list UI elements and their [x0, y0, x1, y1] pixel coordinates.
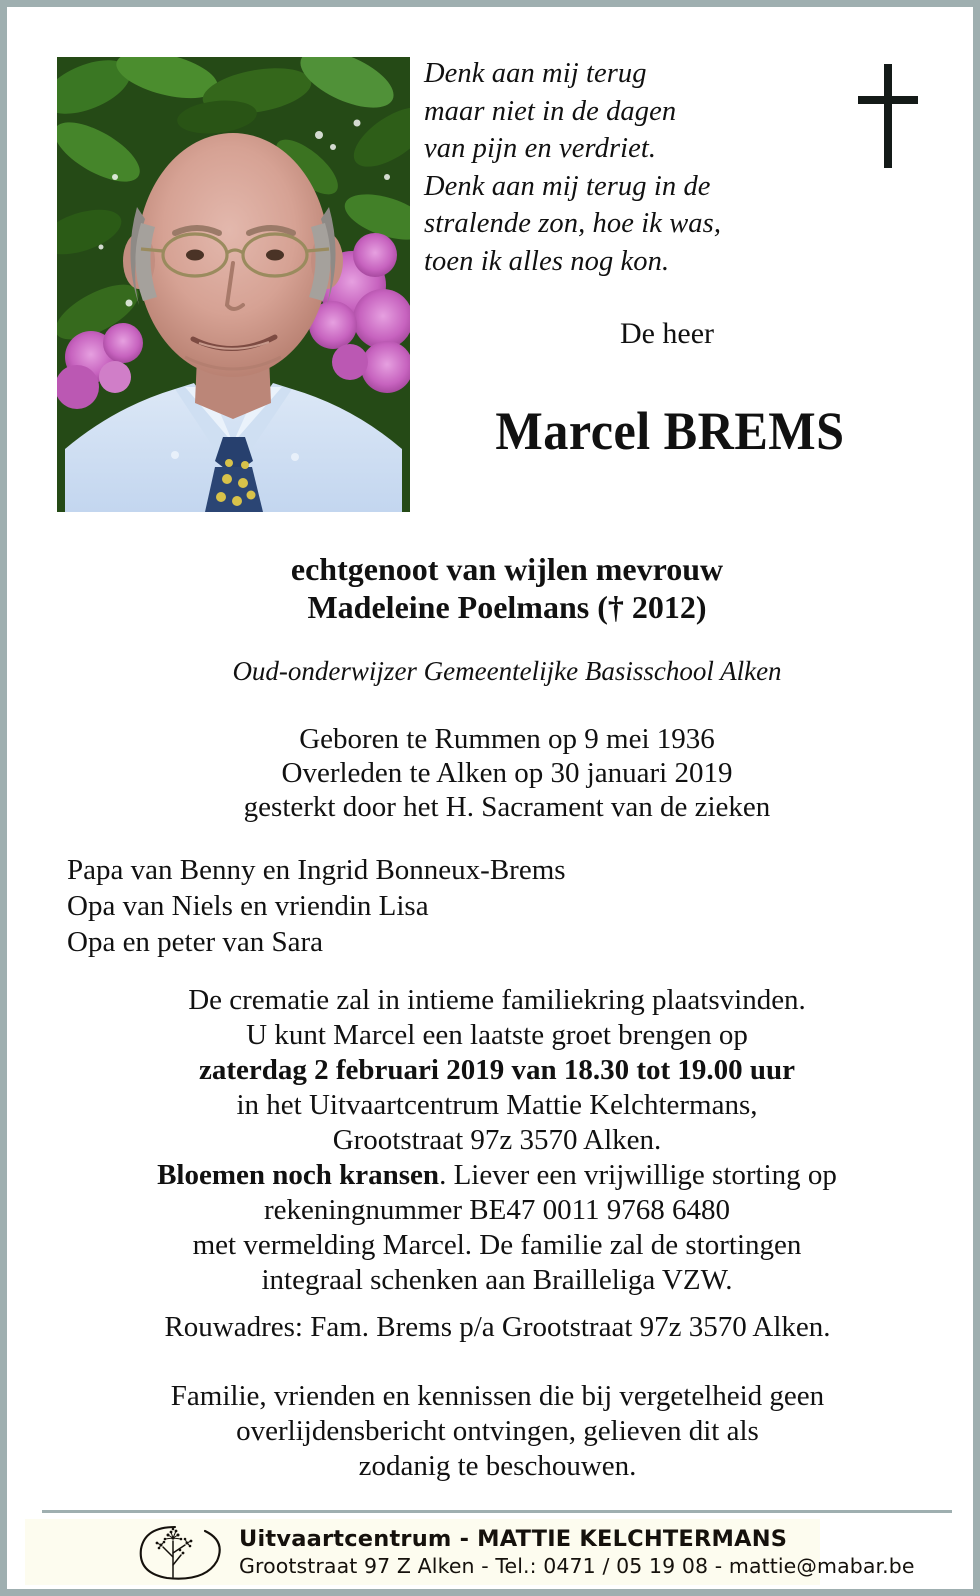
- visitation-datetime: zaterdag 2 februari 2019 van 18.30 tot 19.00 uur: [198, 1054, 796, 1086]
- donation-text: . Liever een vrijwillige storting op: [439, 1159, 837, 1191]
- death-line: Overleden te Alken op 30 januari 2019: [281, 757, 733, 789]
- family-line: Opa van Niels en vriendin Lisa: [67, 890, 429, 922]
- family-line: Papa van Benny en Ingrid Bonneux-Brems: [67, 854, 566, 886]
- funeral-home-footer: [25, 1519, 915, 1585]
- honorific-label: De heer: [619, 317, 715, 350]
- funeral-home-contact: [239, 1526, 915, 1579]
- ceremony-line: in het Uitvaartcentrum Mattie Kelchtermans,: [236, 1089, 758, 1121]
- latin-cross-icon: [853, 64, 925, 168]
- spouse-line: echtgenoot van wijlen mevrouw: [290, 551, 724, 587]
- birth-line: Geboren te Rummen op 9 mei 1936: [299, 723, 715, 755]
- birth-death-dates: [117, 722, 897, 824]
- poem-line: Denk aan mij terug: [424, 58, 647, 89]
- funeral-home-address-phone-email: Grootstraat 97 Z Alken - Tel.: 0471 / 05 19 08 - mattie@mabar.be: [239, 1553, 915, 1578]
- closing-notice: [65, 1379, 930, 1484]
- ceremony-details: [62, 983, 932, 1298]
- poem-line: maar niet in de dagen: [424, 95, 677, 127]
- poem-line: Denk aan mij terug in de: [424, 170, 711, 202]
- sacrament-line: gesterkt door het H. Sacrament van de zieken: [243, 791, 771, 823]
- closing-line: Familie, vrienden en kennissen die bij vergetelheid geen: [170, 1380, 825, 1412]
- ceremony-line: U kunt Marcel een laatste groet brengen op: [246, 1019, 748, 1051]
- mourning-address: Rouwadres: Fam. Brems p/a Grootstraat 97z 3570 Alken.: [164, 1311, 831, 1343]
- bank-account-line: rekeningnummer BE47 0011 9768 6480: [263, 1194, 731, 1226]
- profession-line: Oud-onderwijzer Gemeentelijke Basisschool Alken: [232, 656, 782, 686]
- poem-line: van pijn en verdriet.: [424, 133, 657, 164]
- spouse-line: Madeleine Poelmans († 2012): [307, 589, 707, 625]
- ceremony-line: integraal schenken aan Brailleliga VZW.: [261, 1264, 733, 1296]
- closing-line: zodanig te beschouwen.: [358, 1450, 637, 1482]
- ceremony-line: De crematie zal in intieme familiekring plaatsvinden.: [188, 984, 806, 1016]
- ceremony-line: Grootstraat 97z 3570 Alken.: [332, 1124, 662, 1156]
- closing-line: overlijdensbericht ontvingen, gelieven dit als: [236, 1415, 759, 1447]
- portrait-photo: [57, 57, 410, 512]
- poem-line: toen ik alles nog kon.: [424, 245, 670, 277]
- funeral-home-name: Uitvaartcentrum - MATTIE KELCHTERMANS: [239, 1525, 788, 1552]
- cross-vertical-bar: [884, 64, 892, 168]
- memorial-poem: [424, 55, 844, 280]
- spouse-info: [137, 550, 877, 626]
- ceremony-line: met vermelding Marcel. De familie zal de stortingen: [192, 1229, 802, 1261]
- no-flowers-notice: Bloemen noch kransen: [157, 1159, 440, 1191]
- family-line: Opa en peter van Sara: [67, 926, 324, 958]
- portrait-photo-image: [57, 57, 410, 512]
- deceased-name: Marcel BREMS: [495, 401, 845, 461]
- donation-request-line: [62, 1158, 932, 1193]
- footer-divider: [42, 1510, 952, 1513]
- poem-line: stralende zon, hoe ik was,: [424, 208, 722, 239]
- flower-in-circle-logo-icon: [133, 1521, 229, 1583]
- cross-horizontal-bar: [858, 96, 918, 104]
- family-survivors: [67, 852, 927, 960]
